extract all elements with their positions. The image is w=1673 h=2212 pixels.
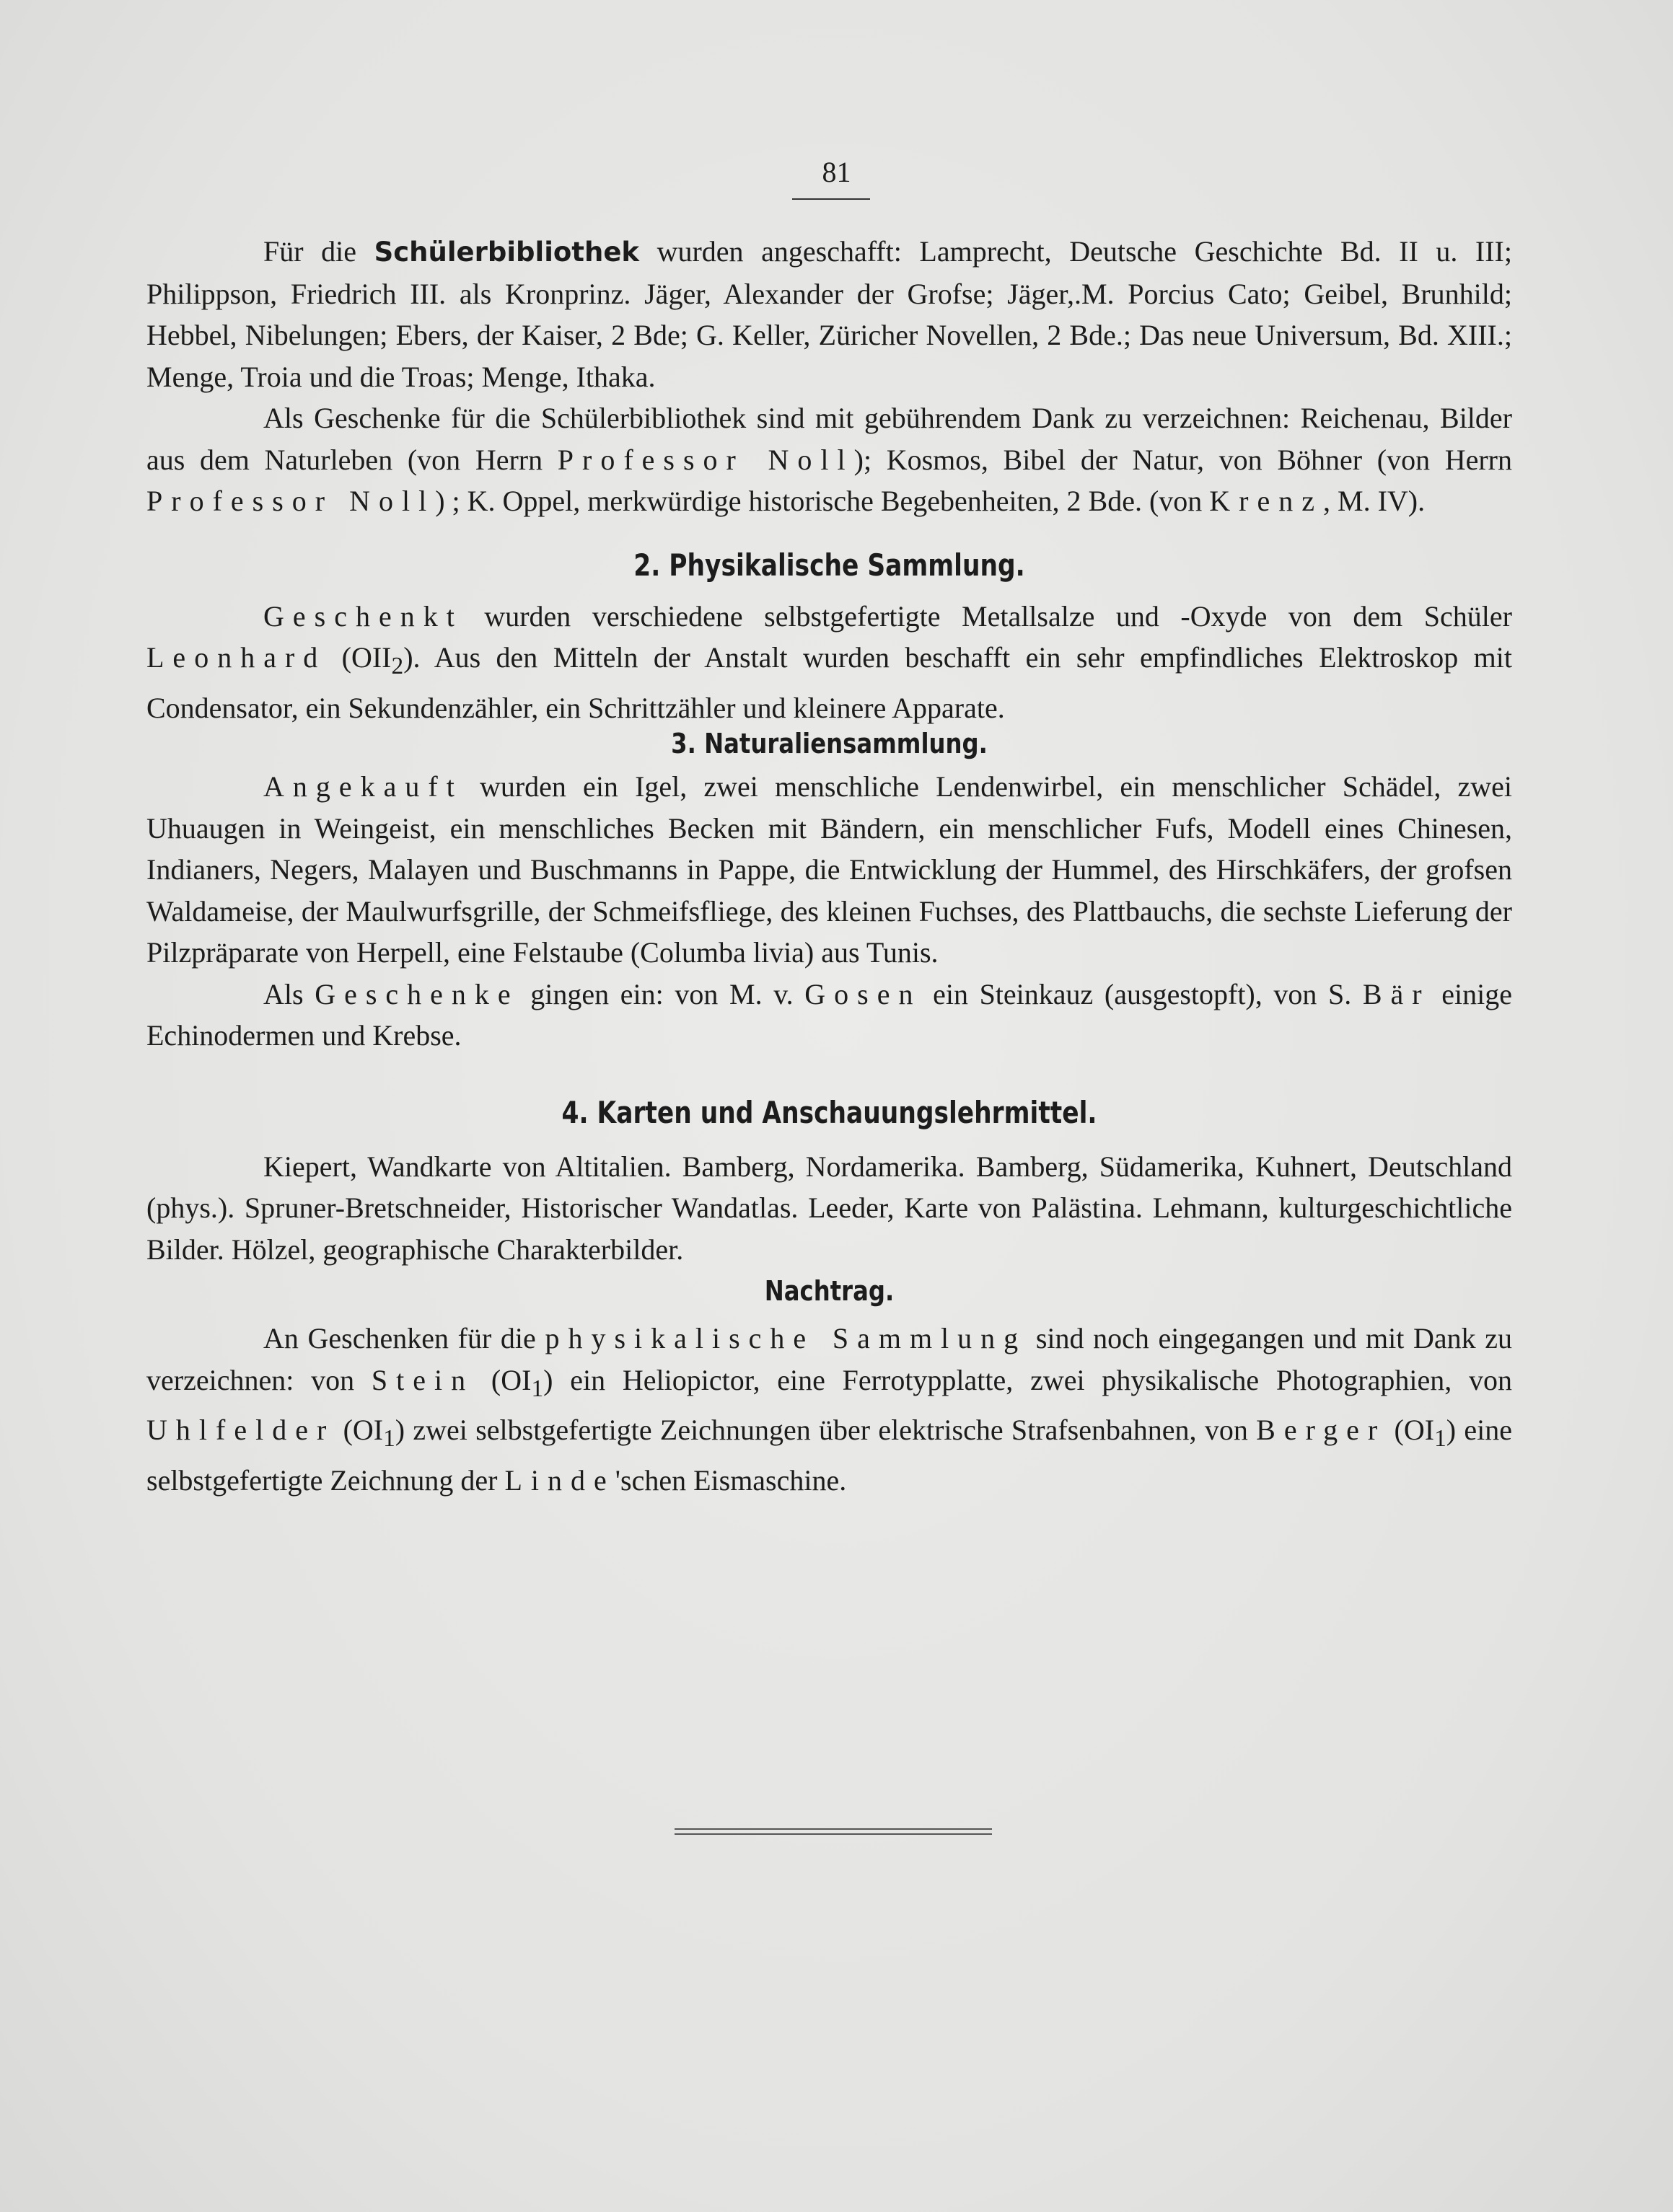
spaced-name: Krenz bbox=[1209, 485, 1324, 517]
text-run: Als Geschenke für die Schülerbibliothek sind mit gebührendem Dank zu verzeichnen: Reichenau, Bilder aus dem Naturleben (von Herrn bbox=[146, 402, 1512, 476]
nature-gifts-paragraph bbox=[146, 974, 1512, 1057]
spaced-name: Berger bbox=[1256, 1414, 1387, 1446]
text-run: ) zwei selbstgefertigte Zeichnungen über elektrische Strafsenbahnen, von bbox=[395, 1414, 1257, 1446]
text-run: Als bbox=[263, 977, 315, 1010]
end-double-rule bbox=[675, 1828, 992, 1838]
page-body bbox=[146, 231, 1512, 1501]
subscript: 1 bbox=[1434, 1425, 1446, 1452]
text-run: sind noch eingegangen und mit Dank zu verzeichnen: von bbox=[146, 1322, 1513, 1396]
text-run: ) ; K. Oppel, merkwürdige historische Begebenheiten, 2 Bde. (von bbox=[435, 485, 1210, 517]
text-run: wurden verschiedene selbstgefertigte Metallsalze und -Oxyde von dem Schüler bbox=[462, 599, 1512, 633]
text-run: Für die bbox=[263, 235, 374, 268]
schuelerbibliothek-term: Schülerbibliothek bbox=[374, 237, 640, 268]
text-run: 'schen Eismaschine. bbox=[615, 1463, 847, 1497]
physics-collection-paragraph bbox=[146, 596, 1512, 729]
text-run: (OI bbox=[1386, 1414, 1435, 1446]
spaced-term: physikalische Sammlung bbox=[545, 1322, 1027, 1354]
text-run: wurden angeschafft: Lamprecht, Deutsche Geschichte Bd. II u. III; Philippson, Friedrich III. als Kronprinz. Jäger, Alexander der Grofse; Jäger,.M. Porcius Cato; Geibel, Brunhild; Hebbel, Nibelungen; Ebers, der Kaiser, 2 Bde; G. Keller, Züricher Novellen, 2 Bde.; Das neue Universum, Bd. XIII.; Menge, Troia und die Troas; Menge, Ithaka. bbox=[146, 235, 1512, 393]
spaced-name: Stein bbox=[371, 1363, 475, 1396]
library-gifts-paragraph bbox=[146, 397, 1512, 522]
subscript: 2 bbox=[391, 653, 404, 679]
maps-paragraph: Kiepert, Wandkarte von Altitalien. Bamberg, Nordamerika. Bamberg, Südamerika, Kuhnert, Deutschland (phys.). Spruner-Bretschneider, Historischer Wandatlas. Leeder, Karte von Palästina. Lehmann, kulturgeschichtliche Bilder. Hölzel, geographische Charakterbilder. bbox=[146, 1150, 1512, 1266]
text-run: , M. IV). bbox=[1323, 485, 1426, 517]
spaced-name: Professor Noll bbox=[557, 443, 854, 476]
section-heading-naturaliensammlung: 3. Naturaliensammlung. bbox=[671, 728, 988, 759]
subscript: 1 bbox=[383, 1425, 395, 1452]
spaced-term: Geschenke bbox=[315, 977, 519, 1010]
page-number: 81 bbox=[822, 156, 851, 188]
spaced-term: Geschenkt bbox=[263, 599, 463, 633]
rule-line bbox=[675, 1833, 992, 1835]
rule-line bbox=[675, 1828, 992, 1830]
text-run: wurden ein Igel, zwei menschliche Lendenwirbel, ein menschlicher Schädel, zwei Uhuaugen in Weingeist, ein menschliches Becken mit Bändern, ein menschlicher Fufs, Modell eines Chinesen, Indianers, Negers, Malayen und Buschmanns in Pappe, die Entwicklung der Hummel, des Hirschkäfers, der grofsen Waldameise, der Maulwurfsgrille, der Schmeifsfliege, des kleinen Fuchses, des Plattbauchs, die sechste Lieferung der Pilzpräparate von Herpell, eine Felstaube (Columba livia) aus Tunis. bbox=[146, 770, 1512, 969]
spaced-name: Professor Noll bbox=[146, 485, 436, 517]
text-run: einige Echinodermen und Krebse. bbox=[146, 977, 1512, 1052]
subscript: 1 bbox=[531, 1375, 544, 1402]
spaced-name: Bär bbox=[1362, 977, 1431, 1010]
spaced-name: Gosen bbox=[804, 977, 922, 1010]
text-run: gingen ein: von M. v. bbox=[519, 977, 805, 1010]
text-run: An Geschenken für die bbox=[263, 1322, 545, 1354]
section-heading-physikalische-sammlung: 2. Physikalische Sammlung. bbox=[633, 547, 1025, 583]
text-run: ); Kosmos, Bibel der Natur, von Böhner (von Herrn bbox=[853, 443, 1513, 476]
section-heading-karten: 4. Karten und Anschauungslehrmittel. bbox=[561, 1094, 1097, 1130]
spaced-name: Leonhard bbox=[146, 641, 327, 674]
spaced-term: Angekauft bbox=[263, 770, 463, 803]
page-number-rule bbox=[792, 198, 870, 200]
spaced-name: Uhlfelder bbox=[146, 1414, 335, 1446]
addendum-paragraph bbox=[146, 1318, 1512, 1501]
nature-purchases-paragraph bbox=[146, 766, 1512, 974]
text-run: (OI bbox=[335, 1414, 384, 1446]
library-acquisitions-paragraph bbox=[146, 231, 1512, 397]
section-heading-nachtrag: Nachtrag. bbox=[764, 1275, 895, 1307]
spaced-name: Linde bbox=[504, 1463, 615, 1497]
text-run: ). Aus den Mitteln der Anstalt wurden beschafft ein sehr empfindliches Elektroskop mit Condensator, ein Sekundenzähler, ein Schrittzähler und kleinere Apparate. bbox=[146, 641, 1512, 724]
text-run: (OI bbox=[474, 1363, 532, 1396]
text-run: (OII bbox=[326, 641, 392, 674]
text-run: ein Steinkauz (ausgestopft), von S. bbox=[921, 977, 1363, 1010]
text-run: ) ein Heliopictor, eine Ferrotypplatte, zwei physikalische Photographien, von bbox=[543, 1363, 1512, 1396]
text-run: ) eine selbstgefertigte Zeichnung der bbox=[146, 1414, 1513, 1497]
